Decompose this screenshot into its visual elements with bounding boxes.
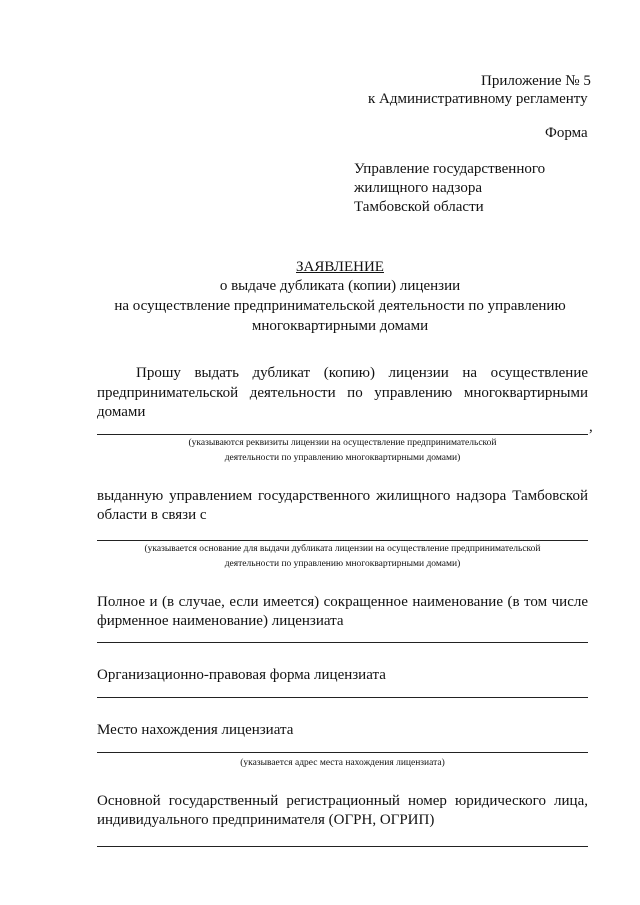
reason-line	[97, 540, 588, 541]
name-line-1: Полное и (в случае, если имеется) сокращенное наименование (в том числе	[97, 594, 588, 610]
form-label: Форма	[545, 125, 588, 141]
request-line-3: домами	[97, 404, 146, 420]
issued-line-2: области в связи с	[97, 507, 207, 523]
hint-license-details-1: (указываются реквизиты лицензии на осуществление предпринимательской	[188, 438, 497, 448]
comma-mark: ,	[589, 419, 593, 435]
org-form-label: Организационно-правовая форма лицензиата	[97, 667, 386, 683]
location-entry-line	[97, 752, 588, 753]
license-details-line	[97, 434, 588, 435]
ogrn-entry-line	[97, 846, 588, 847]
title-line-3: многоквартирными домами	[251, 318, 429, 334]
appendix-label: Приложение № 5	[481, 73, 591, 89]
request-line-1: Прошу выдать дубликат (копию) лицензии на осуществление	[136, 365, 588, 381]
hint-reason-2: деятельности по управлению многоквартирными домами)	[224, 559, 461, 569]
recipient-line-2: жилищного надзора	[354, 180, 483, 196]
issued-line-1: выданную управлением государственного жилищного надзора Тамбовской	[97, 488, 588, 504]
name-line-2: фирменное наименование) лицензиата	[97, 613, 344, 629]
document-title: ЗАЯВЛЕНИЕ	[296, 259, 384, 275]
recipient-line-3: Тамбовской области	[354, 199, 484, 215]
title-line-1: о выдаче дубликата (копии) лицензии	[219, 278, 461, 294]
location-label: Место нахождения лицензиата	[97, 722, 294, 738]
name-entry-line	[97, 642, 588, 643]
title-line-2: на осуществление предпринимательской деятельности по управлению	[114, 298, 566, 314]
ogrn-line-1: Основной государственный регистрационный номер юридического лица,	[97, 793, 588, 809]
recipient-line-1: Управление государственного	[354, 161, 546, 177]
regulation-label: к Административному регламенту	[368, 91, 588, 107]
request-line-2: предпринимательской деятельности по управлению многоквартирными	[97, 385, 588, 401]
ogrn-line-2: индивидуального предпринимателя (ОГРН, ОГРИП)	[97, 812, 435, 828]
hint-license-details-2: деятельности по управлению многоквартирными домами)	[224, 453, 461, 463]
org-form-entry-line	[97, 697, 588, 698]
hint-location: (указывается адрес места нахождения лицензиата)	[240, 758, 445, 768]
hint-reason-1: (указывается основание для выдачи дубликата лицензии на осуществление предпринимательской	[144, 544, 541, 554]
